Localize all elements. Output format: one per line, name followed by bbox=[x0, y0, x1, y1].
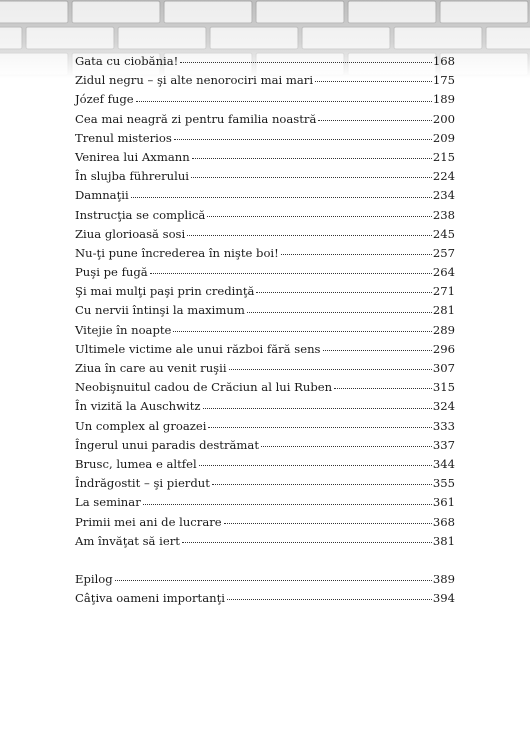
toc-entry bbox=[75, 474, 455, 493]
toc-dot-leader bbox=[208, 427, 431, 428]
toc-entry bbox=[75, 589, 455, 608]
toc-entry-title: Câţiva oameni importanţi bbox=[75, 591, 225, 606]
toc-entry-title: Cea mai neagră zi pentru familia noastră bbox=[75, 111, 317, 126]
toc-entry-title: Brusc, lumea e altfel bbox=[75, 456, 197, 471]
toc-entry-title: Cu nervii întinşi la maximum bbox=[75, 303, 245, 318]
toc-entry bbox=[75, 282, 455, 301]
toc-dot-leader bbox=[115, 580, 432, 581]
table-of-contents bbox=[75, 52, 455, 608]
toc-dot-leader bbox=[207, 216, 432, 217]
toc-entry-title: Nu-ţi pune încrederea în nişte boi! bbox=[75, 245, 279, 260]
toc-entry-title: Vitejie în noapte bbox=[75, 322, 172, 337]
toc-entry-page-number: 257 bbox=[432, 245, 455, 260]
toc-dot-leader bbox=[199, 465, 432, 466]
toc-entry-page-number: 200 bbox=[432, 111, 455, 126]
toc-entry-page-number: 337 bbox=[432, 437, 455, 452]
toc-entry bbox=[75, 263, 455, 282]
toc-entry bbox=[75, 148, 455, 167]
toc-dot-leader bbox=[334, 388, 432, 389]
toc-dot-leader bbox=[173, 331, 431, 332]
toc-entry bbox=[75, 129, 455, 148]
toc-entry bbox=[75, 436, 455, 455]
toc-entry-title: În slujba führerului bbox=[75, 169, 189, 184]
toc-entry bbox=[75, 493, 455, 512]
toc-entry-title: Ziua glorioasă sosi bbox=[75, 226, 186, 241]
toc-entry bbox=[75, 340, 455, 359]
toc-entry-title: Venirea lui Axmann bbox=[75, 149, 190, 164]
toc-entry-title: Şi mai mulţi paşi prin credinţă bbox=[75, 284, 255, 299]
toc-entry-page-number: 189 bbox=[432, 92, 455, 107]
toc-entry-page-number: 389 bbox=[432, 571, 455, 586]
toc-dot-leader bbox=[203, 408, 432, 409]
toc-entry-title: Am învăţat să iert bbox=[75, 533, 180, 548]
toc-dot-leader bbox=[180, 62, 432, 63]
toc-entry-title: Instrucţia se complică bbox=[75, 207, 206, 222]
toc-dot-leader bbox=[150, 273, 432, 274]
toc-entry-page-number: 264 bbox=[432, 265, 455, 280]
toc-entry-page-number: 307 bbox=[432, 361, 455, 375]
toc-entry bbox=[75, 397, 455, 416]
toc-entry-page-number: 324 bbox=[432, 399, 455, 414]
toc-entry-page-number: 281 bbox=[432, 303, 455, 318]
toc-entry bbox=[75, 52, 455, 71]
toc-entry bbox=[75, 570, 455, 589]
toc-entry bbox=[75, 455, 455, 474]
toc-entry-page-number: 289 bbox=[432, 322, 455, 337]
toc-entry-title: Neobişnuitul cadou de Crăciun al lui Ruben bbox=[75, 380, 333, 395]
toc-entry bbox=[75, 206, 455, 225]
toc-entry-page-number: 361 bbox=[432, 495, 455, 510]
toc-dot-leader bbox=[315, 81, 432, 82]
toc-entry bbox=[75, 417, 455, 436]
toc-entry-page-number: 394 bbox=[432, 591, 455, 606]
toc-entry-title: Zidul negru – şi alte nenorociri mai mari bbox=[75, 73, 314, 88]
toc-entry bbox=[75, 167, 455, 186]
toc-entry-page-number: 368 bbox=[432, 514, 455, 529]
toc-dot-leader bbox=[192, 158, 432, 159]
toc-dot-leader bbox=[256, 292, 431, 293]
toc-dot-leader bbox=[224, 523, 432, 524]
toc-entry bbox=[75, 301, 455, 320]
toc-entry-title: Damnaţii bbox=[75, 188, 129, 203]
toc-entry-page-number: 168 bbox=[432, 54, 455, 68]
toc-entry-page-number: 209 bbox=[432, 130, 455, 145]
toc-entry-page-number: 355 bbox=[432, 476, 455, 491]
toc-dot-leader bbox=[318, 120, 431, 121]
toc-entry-title: La seminar bbox=[75, 495, 141, 510]
toc-entry bbox=[75, 186, 455, 205]
toc-entry-title: Un complex al groazei bbox=[75, 418, 207, 433]
toc-entry-page-number: 333 bbox=[432, 418, 455, 433]
toc-dot-leader bbox=[136, 101, 432, 102]
toc-entry-title: Primii mei ani de lucrare bbox=[75, 514, 222, 529]
toc-entry-page-number: 175 bbox=[432, 73, 455, 88]
section-spacer bbox=[75, 551, 455, 570]
toc-entry-title: Gata cu ciobănia! bbox=[75, 54, 179, 68]
toc-entry bbox=[75, 110, 455, 129]
toc-entry bbox=[75, 513, 455, 532]
toc-entry-title: Îndrăgostit – şi pierdut bbox=[75, 476, 210, 491]
toc-entry-page-number: 224 bbox=[432, 169, 455, 184]
toc-entry bbox=[75, 90, 455, 109]
toc-dot-leader bbox=[143, 504, 432, 505]
toc-entry bbox=[75, 225, 455, 244]
toc-entry bbox=[75, 71, 455, 90]
toc-entry-page-number: 215 bbox=[432, 149, 455, 164]
toc-entry-page-number: 296 bbox=[432, 341, 455, 356]
toc-entry-page-number: 271 bbox=[432, 284, 455, 299]
toc-dot-leader bbox=[229, 369, 432, 370]
toc-entry-page-number: 245 bbox=[432, 226, 455, 241]
toc-entry bbox=[75, 359, 455, 378]
toc-entry bbox=[75, 378, 455, 397]
toc-dot-leader bbox=[212, 484, 432, 485]
toc-entry bbox=[75, 321, 455, 340]
toc-entry-title: Trenul misterios bbox=[75, 130, 172, 145]
toc-entry-title: Puşi pe fugă bbox=[75, 265, 148, 280]
toc-entry-title: Ultimele victime ale unui război fără sens bbox=[75, 341, 321, 356]
toc-dot-leader bbox=[261, 446, 432, 447]
toc-entry-title: Epilog bbox=[75, 571, 113, 586]
toc-entry-page-number: 381 bbox=[432, 533, 455, 548]
toc-entry-title: În vizită la Auschwitz bbox=[75, 399, 201, 414]
toc-entry-page-number: 238 bbox=[432, 207, 455, 222]
toc-entry-title: Józef fuge bbox=[75, 92, 134, 107]
toc-entry-page-number: 234 bbox=[432, 188, 455, 203]
toc-entry-page-number: 344 bbox=[432, 456, 455, 471]
toc-dot-leader bbox=[247, 312, 432, 313]
toc-dot-leader bbox=[182, 542, 432, 543]
toc-entry bbox=[75, 244, 455, 263]
toc-dot-leader bbox=[174, 139, 432, 140]
toc-entry-title: Îngerul unui paradis destrămat bbox=[75, 437, 259, 452]
toc-dot-leader bbox=[281, 254, 432, 255]
toc-dot-leader bbox=[323, 350, 432, 351]
toc-entry bbox=[75, 532, 455, 551]
toc-entry-title: Ziua în care au venit ruşii bbox=[75, 361, 227, 375]
toc-dot-leader bbox=[227, 599, 432, 600]
toc-dot-leader bbox=[131, 197, 432, 198]
toc-entry-page-number: 315 bbox=[432, 380, 455, 395]
toc-dot-leader bbox=[191, 177, 432, 178]
toc-dot-leader bbox=[187, 235, 432, 236]
